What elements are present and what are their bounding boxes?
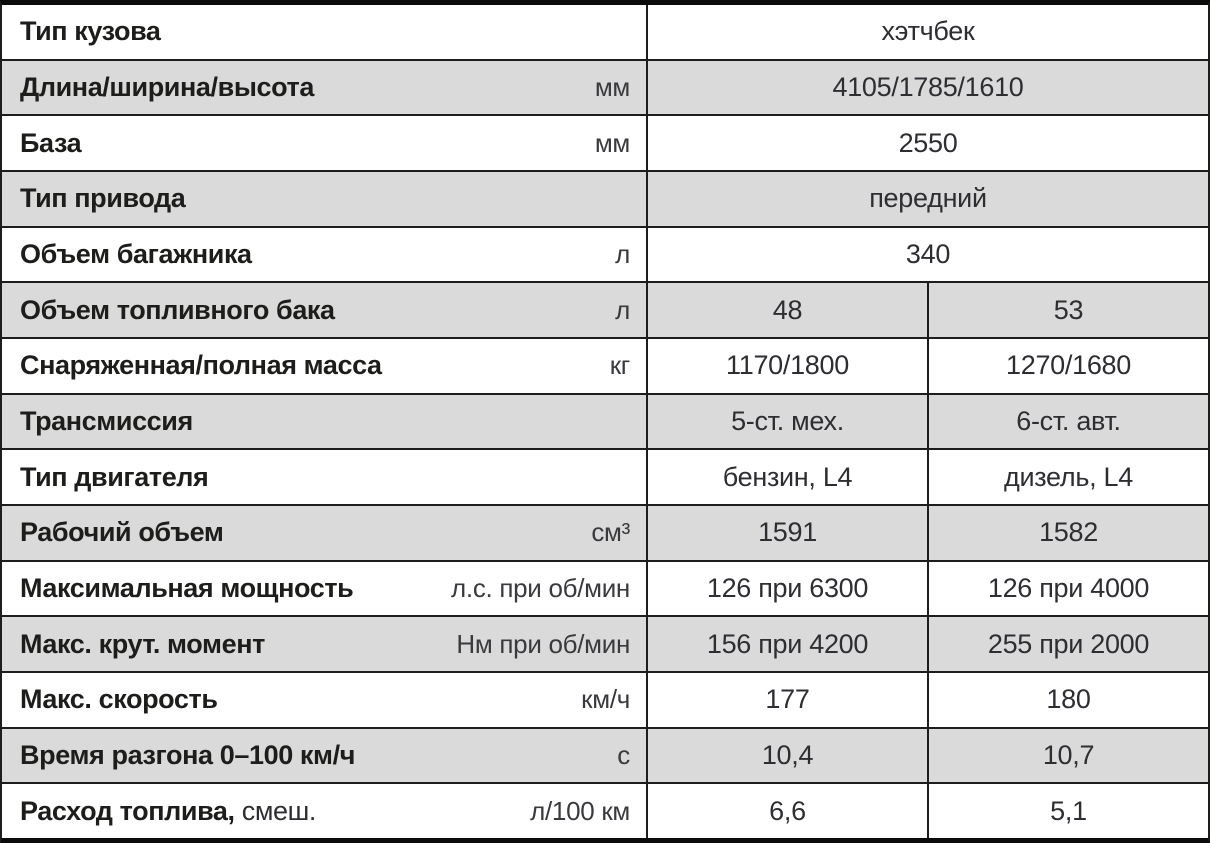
- param-unit: л: [615, 294, 630, 325]
- param-label-text: Тип кузова: [20, 16, 161, 47]
- param-unit: см³: [591, 517, 630, 548]
- param-cell: [2, 228, 648, 282]
- value-cell-1: 1591: [758, 517, 817, 548]
- param-label: [20, 350, 382, 381]
- param-cell: [2, 395, 648, 449]
- value-cell-1: 6,6: [769, 795, 806, 826]
- param-unit: л/100 км: [530, 795, 630, 826]
- table-row: [2, 170, 1208, 226]
- param-cell: [2, 172, 648, 226]
- param-cell: [2, 784, 648, 838]
- param-label: [20, 740, 355, 771]
- param-label-text: Макс. скорость: [20, 684, 218, 715]
- param-label: [20, 796, 316, 827]
- param-label-text: Объем багажника: [20, 239, 252, 270]
- param-label-text: Расход топлива,: [20, 795, 235, 826]
- param-cell: [2, 617, 648, 671]
- value-cell-1: 10,4: [761, 740, 814, 771]
- value-cell-1: 1170/1800: [726, 350, 849, 381]
- value-cell-2: 1270/1680: [927, 339, 1208, 393]
- table-row: [2, 226, 1208, 282]
- value-cell-1: 156 при 4200: [706, 628, 869, 659]
- param-label: [20, 629, 265, 660]
- param-cell: [2, 61, 648, 115]
- table-row: [2, 560, 1208, 616]
- value-cell-span: 4105/1785/1610: [832, 72, 1024, 102]
- table-row: [2, 393, 1208, 449]
- table-row: [2, 114, 1208, 170]
- table-row: [2, 782, 1208, 838]
- param-unit: с: [617, 740, 630, 771]
- param-label: [20, 684, 218, 715]
- value-cell-2: 126 при 4000: [927, 562, 1208, 616]
- table-row: [2, 448, 1208, 504]
- value-cell-2: 180: [927, 673, 1208, 727]
- param-label-text: Тип привода: [20, 183, 186, 214]
- table-row: [2, 615, 1208, 671]
- param-label-text: Объем топливного бака: [20, 294, 335, 325]
- param-label-text: Время разгона 0–100 км/ч: [20, 740, 355, 771]
- param-unit: км/ч: [581, 684, 630, 715]
- param-label: [20, 295, 335, 326]
- value-cell-span: хэтчбек: [881, 16, 975, 47]
- value-cell-1: 126 при 6300: [706, 573, 869, 604]
- value-cell-span: передний: [869, 183, 987, 214]
- param-cell: [2, 339, 648, 393]
- param-cell: [2, 450, 648, 504]
- value-cell-span: 340: [905, 239, 951, 270]
- param-unit: л.с. при об/мин: [451, 573, 630, 604]
- param-cell: [2, 562, 648, 616]
- param-cell: [2, 116, 648, 170]
- param-label-text: Тип двигателя: [20, 461, 209, 492]
- param-cell: [2, 506, 648, 560]
- param-label-text: Длина/ширина/высота: [20, 72, 314, 102]
- value-cell-2: дизель, L4: [927, 450, 1208, 504]
- value-cell-1: 177: [765, 684, 810, 715]
- param-label: [20, 406, 193, 437]
- param-cell: [2, 283, 648, 337]
- value-cell-1: 5-ст. мех.: [731, 406, 844, 437]
- table-row: [2, 671, 1208, 727]
- table-row: [2, 59, 1208, 115]
- param-label-note: смеш.: [234, 795, 316, 826]
- param-label: [20, 573, 353, 604]
- param-label-text: Макс. крут. момент: [20, 628, 265, 659]
- table-row: [2, 504, 1208, 560]
- param-label-text: База: [20, 127, 82, 158]
- param-unit: Нм при об/мин: [456, 628, 630, 659]
- param-cell: [2, 673, 648, 727]
- table-row: [2, 727, 1208, 783]
- param-unit: мм: [594, 72, 630, 102]
- value-cell-span: 2550: [898, 127, 958, 158]
- value-cell-2: 53: [927, 283, 1208, 337]
- param-label-text: Максимальная мощность: [20, 573, 354, 604]
- param-label: [20, 128, 81, 159]
- value-cell-2: 10,7: [927, 729, 1208, 783]
- param-label-text: Рабочий объем: [20, 517, 224, 548]
- param-unit: л: [615, 239, 630, 270]
- value-cell-2: 5,1: [927, 784, 1208, 838]
- param-label: [20, 517, 223, 548]
- table-row: [2, 281, 1208, 337]
- param-unit: кг: [609, 350, 630, 381]
- param-label: [20, 16, 161, 47]
- value-cell-2: 1582: [927, 506, 1208, 560]
- param-cell: [2, 5, 648, 59]
- param-unit: мм: [594, 127, 630, 158]
- param-label: [20, 183, 185, 214]
- table-row: [2, 337, 1208, 393]
- param-label: [20, 239, 252, 270]
- value-cell-1: бензин, L4: [722, 461, 853, 492]
- table-row: [2, 5, 1208, 59]
- value-cell-2: 255 при 2000: [927, 617, 1208, 671]
- param-label: [20, 462, 208, 493]
- value-cell-2: 6-ст. авт.: [927, 395, 1208, 449]
- param-label-text: Снаряженная/полная масса: [20, 350, 382, 381]
- param-label: [20, 72, 314, 103]
- param-label-text: Трансмиссия: [20, 406, 193, 437]
- param-cell: [2, 729, 648, 783]
- value-cell-1: 48: [772, 294, 803, 325]
